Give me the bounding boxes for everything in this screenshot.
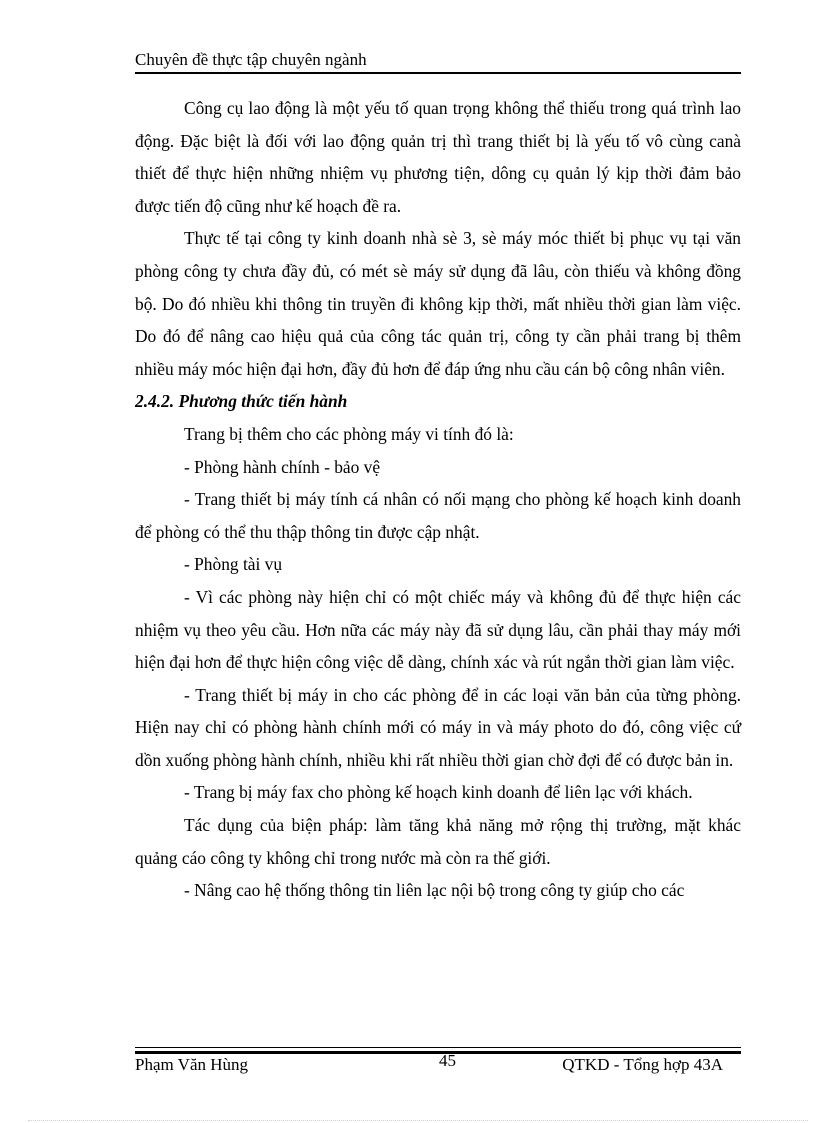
paragraph: Trang bị thêm cho các phòng máy vi tính đó là: xyxy=(184,423,514,444)
footer-rule xyxy=(135,1047,741,1048)
footer-author: Phạm Văn Hùng xyxy=(135,1055,249,1074)
paragraph: - Trang bị máy fax cho phòng kế hoạch kinh doanh để liên lạc với khách. xyxy=(184,782,693,803)
header-rule xyxy=(135,72,741,74)
section-heading: 2.4.2. Phương thức tiến hành xyxy=(135,391,348,412)
document-body xyxy=(135,92,741,907)
page-number: 45 xyxy=(439,1051,456,1070)
paragraph: Công cụ lao động là một yếu tố quan trọng không thể thiếu trong quá trình lao động. Đặc biệt là đối với lao động quản trị thì trang thiết bị là yếu tố vô cùng canà thiết để thực hiện những nhiệm vụ phương tiện, dông cụ quản lý kịp thời đảm bảo được tiến độ cũng như kế hoạch đề ra. xyxy=(135,98,741,216)
paragraph: - Vì các phòng này hiện chỉ có một chiếc máy và không đủ để thực hiện các nhiệm vụ theo yêu cầu. Hơn nữa các máy này đã sử dụng lâu, cần phải thay máy mới hiện đại hơn để thực hiện công việc dễ dàng, chính xác và rút ngắn thời gian làm việc. xyxy=(135,586,741,673)
header-title: Chuyên đề thực tập chuyên ngành xyxy=(135,50,367,69)
paragraph: - Trang thiết bị máy tính cá nhân có nối mạng cho phòng kế hoạch kinh doanh để phòng có thể thu thập thông tin được cập nhật. xyxy=(135,489,741,542)
paragraph: - Trang thiết bị máy in cho các phòng để in các loại văn bản của từng phòng. Hiện nay chỉ có phòng hành chính mới có máy in và máy photo do đó, công việc cứ dồn xuống phòng hành chính, nhiều khi rất nhiều thời gian chờ đợi để có được bản in. xyxy=(135,684,741,770)
page-header xyxy=(135,50,741,70)
paragraph: Tác dụng của biện pháp: làm tăng khả năng mở rộng thị trường, mặt khác quảng cáo công ty không chỉ trong nước mà còn ra thế giới. xyxy=(135,815,741,868)
paragraph: - Phòng tài vụ xyxy=(184,554,283,575)
footer-class-name: QTKD - Tổng hợp 43A xyxy=(562,1055,723,1074)
paragraph: - Phòng hành chính - bảo vệ xyxy=(184,456,381,477)
paragraph: - Nâng cao hệ thống thông tin liên lạc nội bộ trong công ty giúp cho các xyxy=(184,880,685,901)
paragraph: Thực tế tại công ty kinh doanh nhà sè 3, sè máy móc thiết bị phục vụ tại văn phòng công ty chưa đầy đủ, có mét sè máy sử dụng đã lâu, còn thiếu và không đồng bộ. Do đó nhiều khi thông tin truyền đi không kịp thời, mất nhiều thời gian làm việc. Do đó để nâng cao hiệu quả của công tác quản trị, công ty cần phải trang bị thêm nhiều máy móc hiện đại hơn, đầy đủ hơn để đáp ứng nhu cầu cán bộ công nhân viên. xyxy=(135,228,741,379)
page-edge-divider xyxy=(28,1120,808,1121)
